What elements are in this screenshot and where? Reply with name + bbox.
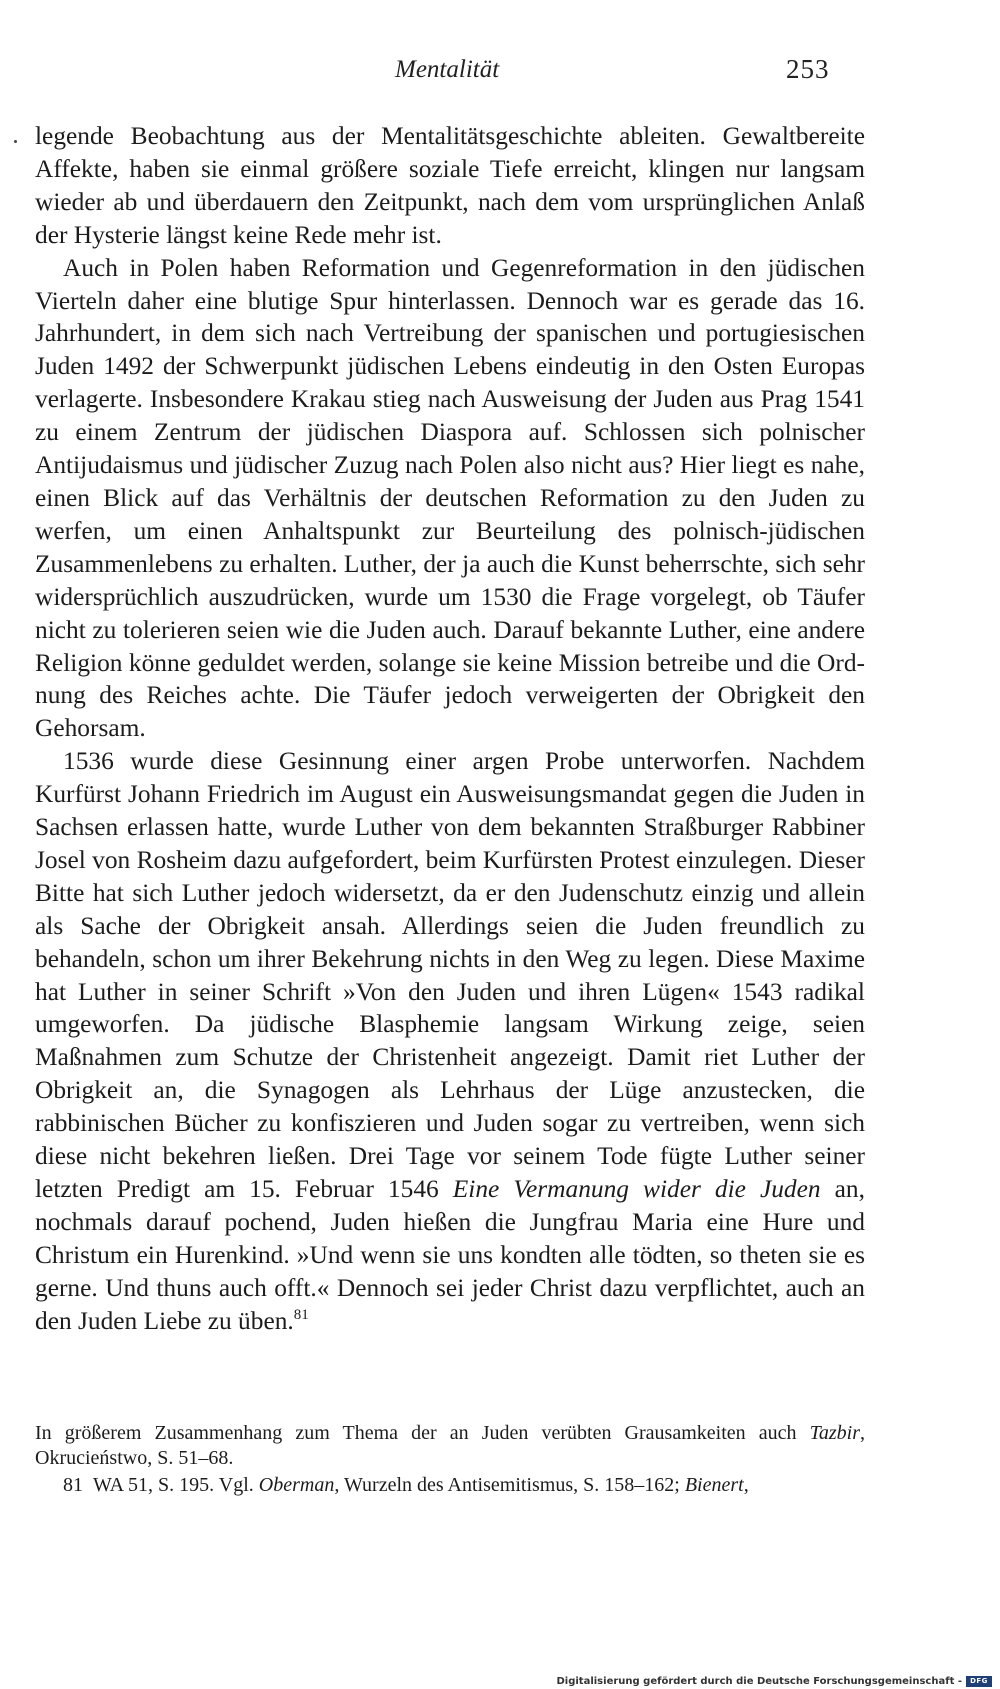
paragraph-3-text-a: 1536 wurde diese Gesinnung einer argen Probe unterworfen. Nachdem Kurfürst Johann Friedrich im August ein Ausweisungsmandat gegen die Juden in Sachsen erlassen hatte, wurde Luther von dem bekannten Straßburger Rabbiner Josel von Rosheim dazu aufgefordert, beim Kurfürsten Protest einzulegen. Dieser Bitte hat sich Luther jedoch widersetzt, da er den Judenschutz einzig und allein als Sache der Obrigkeit ansah. Allerdings seien die Juden freundlich zu behandeln, schon um ihrer Bekehrung nichts in den Weg zu legen. Diese Maxime hat Luther in seiner Schrift »Von den Juden und ihren Lügen« 1543 radikal umgeworfen. Da jüdische Blasphemie langsam Wirkung zeige, seien Maßnahmen zum Schutze der Christenheit angezeigt. Damit riet Luther der Obrigkeit an, die Synagogen als Lehrhaus der Lüge anzustecken, die rabbinischen Bücher zu konfiszieren und Juden sogar zu vertreiben, wenn sich diese nicht bekehren ließen. Drei Tage vor seinem Tode fügte Luther seiner letzten Predigt am 15. Februar 1546 — [35, 747, 865, 1203]
main-text — [35, 120, 865, 1338]
page-number: 253 — [786, 54, 830, 84]
footnote-continuation-text: In größerem Zusammenhang zum Thema der an Juden verübten Grausamkeiten auch — [35, 1422, 797, 1444]
footnote-81 — [35, 1473, 865, 1498]
footnote-reference[interactable]: 81 — [293, 1306, 309, 1323]
paragraph-3 — [35, 745, 865, 1337]
footnotes — [35, 1421, 865, 1498]
footnote-author: Tazbir — [809, 1422, 861, 1444]
paragraph-3-text-b: an, nochmals darauf pochend, Juden hießen die Jungfrau Maria eine Hure und Christum ein Hurenkind. »Und wenn sie uns kondten alle tödten, so theten sie es gerne. Und thuns auch offt.« Dennoch sei jeder Christ dazu verpflichtet, auch an den Juden Liebe zu üben. — [35, 1175, 865, 1335]
digitization-banner — [556, 1673, 992, 1689]
paragraph-2: Auch in Polen haben Reformation und Gegenreformation in den jüdischen Vierteln daher eine blutige Spur hinterlassen. Dennoch war es gerade das 16. Jahrhundert, in dem sich nach Vertreibung der spanischen und portugiesischen Juden 1492 der Schwerpunkt jüdischen Lebens eindeutig in den Osten Europas verlagerte. Insbesondere Krakau stieg nach Ausweisung der Juden aus Prag 1541 zu einem Zentrum der jüdischen Diaspora auf. Schlossen sich polnischer Antijudaismus und jüdischer Zuzug nach Polen also nicht aus? Hier liegt es nahe, einen Blick auf das Verhältnis der deutschen Reformation zu den Juden zu werfen, um einen Anhaltspunkt zur Beurteilung des polnisch-jüdischen Zusammenlebens zu erhalten. Luther, der ja auch die Kunst beherrschte, sich sehr widersprüchlich auszudrücken, wurde um 1530 die Frage vorgelegt, ob Täufer nicht zu tolerieren seien wie die Juden auch. Darauf bekannte Luther, eine andere Religion könne geduldet werden, solange sie keine Mission betreibe und die Ordnung des Reiches achte. Die Täufer jedoch verweigerten der Obrigkeit den Gehorsam. — [35, 253, 865, 743]
margin-mark — [14, 140, 17, 143]
footnote-author: Oberman — [258, 1474, 335, 1496]
dfg-logo-icon: DFG — [966, 1676, 992, 1687]
footnote-number: 81 — [63, 1474, 83, 1496]
running-title: Mentalität — [395, 56, 500, 83]
footnote-text: WA 51, S. 195. Vgl. — [93, 1474, 254, 1496]
footnote-continuation — [35, 1421, 865, 1471]
paragraph-1: legende Beobachtung aus der Mentalitätsgeschichte ableiten. Gewaltbereite Affekte, haben sie einmal größere soziale Tiefe erreicht, klingen nur langsam wieder ab und überdauern den Zeitpunkt, nach dem vom ursprünglichen Anlaß der Hysterie längst keine Rede mehr ist. — [35, 122, 865, 249]
book-title-italic: Eine Vermanung wider die Juden — [452, 1175, 821, 1203]
footnote-text: , — [743, 1474, 749, 1496]
footnote-continuation-source: , Okrucieństwo, S. 51–68. — [35, 1422, 866, 1469]
banner-text: Digitalisierung gefördert durch die Deutsche Forschungsgemeinschaft - — [556, 1675, 962, 1687]
footnote-text: , Wurzeln des Antisemitismus, S. 158–162; — [334, 1474, 680, 1496]
footnote-author: Bienert — [684, 1474, 744, 1496]
